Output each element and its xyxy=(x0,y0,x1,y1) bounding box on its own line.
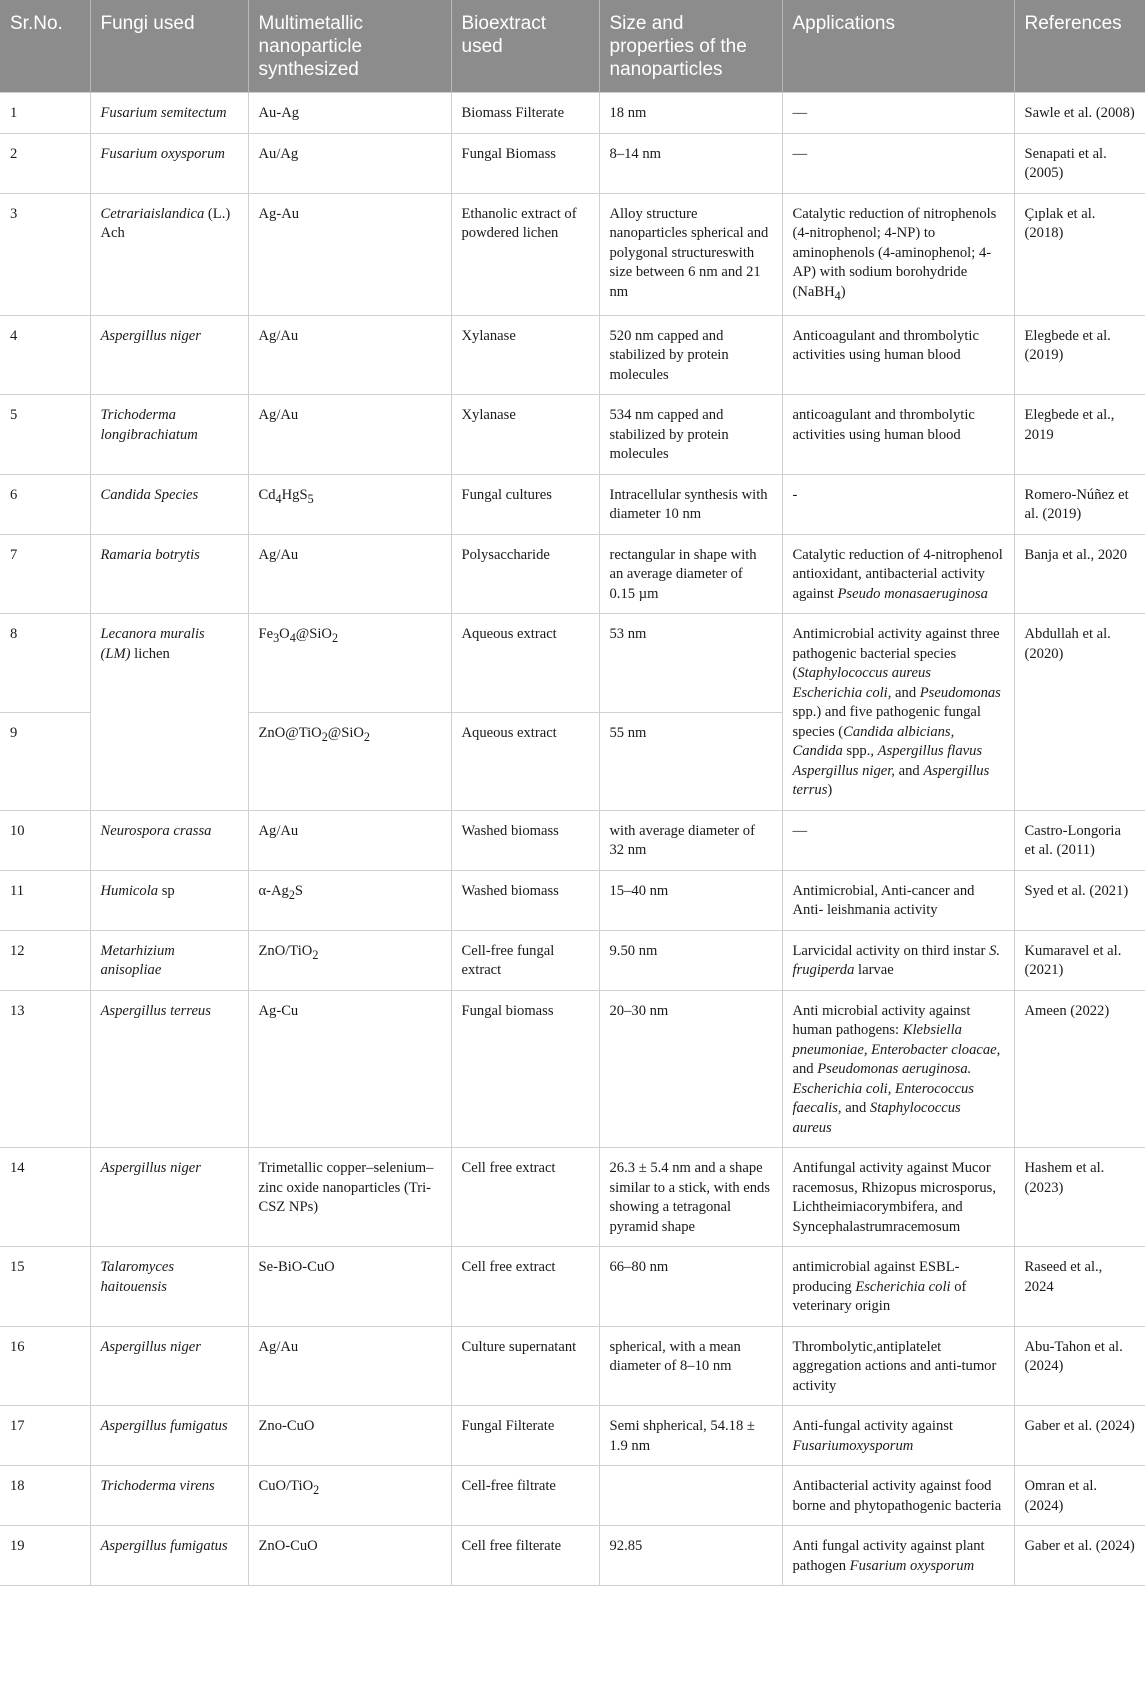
np-sub: 2 xyxy=(331,631,339,646)
app-text: Anti microbial activity against human pathogens: xyxy=(792,1002,971,1039)
cell-fungi: Aspergillus fumigatus xyxy=(90,1406,248,1466)
cell-np xyxy=(248,712,451,810)
cell-np: Ag/Au xyxy=(248,395,451,475)
cell-app: Anticoagulant and thrombolytic activities using human blood xyxy=(782,315,1014,395)
cell-fungi: Aspergillus niger xyxy=(90,1326,248,1406)
cell-size: 8–14 nm xyxy=(599,133,782,193)
cell-size: 20–30 nm xyxy=(599,990,782,1148)
cell-np: Ag/Au xyxy=(248,810,451,870)
cell-app: — xyxy=(782,93,1014,134)
app-text: Catalytic reduction of 4-nitrophenol antioxidant, antibacterial activity against xyxy=(792,546,1003,602)
cell-size: Intracellular synthesis with diameter 10 nm xyxy=(599,474,782,534)
np-part: @SiO xyxy=(295,626,332,643)
app-tail: ) xyxy=(840,283,846,300)
cell-app xyxy=(782,534,1014,614)
cell-np: Trimetallic copper–selenium–zinc oxide nanoparticles (Tri-CSZ NPs) xyxy=(248,1148,451,1247)
cell-ref: Abu-Tahon et al. (2024) xyxy=(1014,1326,1145,1406)
cell-no: 16 xyxy=(0,1326,90,1406)
cell-ref: Abdullah et al. (2020) xyxy=(1014,614,1145,811)
cell-fungi: Trichoderma longibrachiatum xyxy=(90,395,248,475)
cell-app: — xyxy=(782,810,1014,870)
cell-no: 11 xyxy=(0,870,90,930)
app-text: Larvicidal activity on third instar xyxy=(792,942,990,959)
cell-size: 66–80 nm xyxy=(599,1247,782,1327)
cell-app: — xyxy=(782,133,1014,193)
np-part: S xyxy=(294,882,304,899)
cell-bio: Polysaccharide xyxy=(451,534,599,614)
np-part: α-Ag xyxy=(258,882,289,899)
cell-fungi: Neurospora crassa xyxy=(90,810,248,870)
np-part: O xyxy=(279,626,290,643)
np-part: @SiO xyxy=(327,724,364,741)
cell-ref: Sawle et al. (2008) xyxy=(1014,93,1145,134)
app-text: Anti-fungal activity against xyxy=(792,1418,953,1435)
cell-np: Se-BiO-CuO xyxy=(248,1247,451,1327)
cell-bio: Culture supernatant xyxy=(451,1326,599,1406)
cell-size: 55 nm xyxy=(599,712,782,810)
cell-ref: Omran et al. (2024) xyxy=(1014,1466,1145,1526)
cell-no: 14 xyxy=(0,1148,90,1247)
cell-app xyxy=(782,193,1014,315)
cell-ref: Syed et al. (2021) xyxy=(1014,870,1145,930)
cell-no: 17 xyxy=(0,1406,90,1466)
np-sub: 4 xyxy=(275,491,282,506)
cell-size: 520 nm capped and stabilized by protein molecules xyxy=(599,315,782,395)
cell-bio: Washed biomass xyxy=(451,810,599,870)
table-row xyxy=(0,474,1145,534)
cell-size: 15–40 nm xyxy=(599,870,782,930)
cell-bio: Cell-free filtrate xyxy=(451,1466,599,1526)
cell-app xyxy=(782,1526,1014,1586)
table-row xyxy=(0,93,1145,134)
cell-no: 9 xyxy=(0,712,90,810)
app-italic: Klebsiella pneumoniae, Enterobacter cloacae, xyxy=(792,1022,1001,1058)
header-bioextract: Bioextract used xyxy=(451,0,599,93)
cell-fungi: Aspergillus fumigatus xyxy=(90,1526,248,1586)
cell-ref: Ameen (2022) xyxy=(1014,990,1145,1148)
cell-size: rectangular in shape with an average diameter of 0.15 µm xyxy=(599,534,782,614)
cell-np: Ag-Au xyxy=(248,193,451,315)
cell-ref: Gaber et al. (2024) xyxy=(1014,1526,1145,1586)
cell-no: 5 xyxy=(0,395,90,475)
cell-app xyxy=(782,930,1014,990)
cell-bio: Cell free extract xyxy=(451,1247,599,1327)
np-part: CuO/TiO xyxy=(258,1478,314,1495)
cell-size: 534 nm capped and stabilized by protein molecules xyxy=(599,395,782,475)
cell-np: Ag/Au xyxy=(248,315,451,395)
table-row xyxy=(0,395,1145,475)
app-italic: Pseudomonas aeruginosa. Escherichia coli, Enterococcus faecalis, xyxy=(792,1061,974,1117)
cell-fungi: Ramaria botrytis xyxy=(90,534,248,614)
cell-fungi: Aspergillus niger xyxy=(90,1148,248,1247)
header-nanoparticle: Multimetallic nanoparticle synthesized xyxy=(248,0,451,93)
app-italic: Aspergillus terrus xyxy=(792,762,990,799)
table-row xyxy=(0,614,1145,712)
cell-no: 1 xyxy=(0,93,90,134)
table-row xyxy=(0,1148,1145,1247)
np-sub: 2 xyxy=(312,947,319,962)
cell-fungi: Fusarium oxysporum xyxy=(90,133,248,193)
header-references: References xyxy=(1014,0,1145,93)
app-text: Anti fungal activity against plant pathogen xyxy=(792,1538,985,1574)
cell-fungi: Metarhizium anisopliae xyxy=(90,930,248,990)
cell-no: 15 xyxy=(0,1247,90,1327)
table-row xyxy=(0,534,1145,614)
app-italic: Fusarium oxysporum xyxy=(849,1557,975,1574)
cell-app: Antifungal activity against Mucor racemosus, Rhizopus microsporus, Lichtheimiacorymbifera, and Syncephalastrumracemosum xyxy=(782,1148,1014,1247)
cell-np: Ag/Au xyxy=(248,1326,451,1406)
cell-app: Antimicrobial, Anti-cancer and Anti- leishmania activity xyxy=(782,870,1014,930)
cell-app: - xyxy=(782,474,1014,534)
cell-ref: Elegbede et al., 2019 xyxy=(1014,395,1145,475)
fungi-name: Lecanora muralis (LM) xyxy=(100,626,205,662)
cell-bio: Fungal Biomass xyxy=(451,133,599,193)
app-text: spp., xyxy=(842,743,878,760)
app-italic: Staphylococcus aureus xyxy=(792,1100,961,1136)
app-text: Catalytic reduction of nitrophenols (4-nitrophenol; 4-NP) to aminophenols (4-aminophenol; 4-AP) with sodium borohydride (NaBH xyxy=(792,205,997,300)
fungi-tail: lichen xyxy=(130,645,170,662)
cell-no: 2 xyxy=(0,133,90,193)
np-part: ZnO@TiO xyxy=(258,724,322,741)
table-row xyxy=(0,193,1145,315)
np-part: Fe xyxy=(258,626,274,643)
table-row xyxy=(0,810,1145,870)
cell-size: spherical, with a mean diameter of 8–10 nm xyxy=(599,1326,782,1406)
table-row xyxy=(0,133,1145,193)
cell-bio: Fungal Filterate xyxy=(451,1406,599,1466)
cell-no: 3 xyxy=(0,193,90,315)
header-size: Size and properties of the nanoparticles xyxy=(599,0,782,93)
np-part: HgS xyxy=(281,486,308,503)
app-text: ) xyxy=(827,782,833,799)
cell-np: Au/Ag xyxy=(248,133,451,193)
cell-app xyxy=(782,1406,1014,1466)
cell-no: 6 xyxy=(0,474,90,534)
cell-size: Semi shpherical, 54.18 ± 1.9 nm xyxy=(599,1406,782,1466)
table-row xyxy=(0,1247,1145,1327)
app-italic: Escherichia coli xyxy=(855,1278,951,1295)
cell-ref: Elegbede et al. (2019) xyxy=(1014,315,1145,395)
cell-ref: Castro-Longoria et al. (2011) xyxy=(1014,810,1145,870)
fungi-name: Cetrariaislandica xyxy=(100,205,205,222)
cell-fungi: Aspergillus niger xyxy=(90,315,248,395)
cell-ref: Hashem et al. (2023) xyxy=(1014,1148,1145,1247)
cell-ref: Senapati et al. (2005) xyxy=(1014,133,1145,193)
np-sub: 2 xyxy=(363,729,370,744)
app-text: Antimicrobial activity against three pathogenic bacterial species ( xyxy=(792,626,1000,682)
cell-fungi: Talaromyces haitouensis xyxy=(90,1247,248,1327)
table-row xyxy=(0,1526,1145,1586)
fungi-tail: sp xyxy=(158,882,175,899)
np-sub: 3 xyxy=(273,631,280,646)
app-text: and xyxy=(792,1061,818,1078)
table-row xyxy=(0,990,1145,1148)
fungi-tail: (L.) Ach xyxy=(100,205,231,241)
cell-ref: Çıplak et al. (2018) xyxy=(1014,193,1145,315)
cell-no: 18 xyxy=(0,1466,90,1526)
cell-ref: Raseed et al., 2024 xyxy=(1014,1247,1145,1327)
cell-bio: Xylanase xyxy=(451,315,599,395)
header-applications: Applications xyxy=(782,0,1014,93)
cell-np xyxy=(248,614,451,712)
cell-np: Au-Ag xyxy=(248,93,451,134)
cell-fungi xyxy=(90,614,248,811)
table-row xyxy=(0,1326,1145,1406)
cell-fungi: Fusarium semitectum xyxy=(90,93,248,134)
app-italic: Aspergillus flavus Aspergillus niger, xyxy=(792,743,983,779)
app-italic: Pseudomonas xyxy=(919,684,1001,701)
cell-size: 53 nm xyxy=(599,614,782,712)
cell-np xyxy=(248,474,451,534)
header-sr-no: Sr.No. xyxy=(0,0,90,93)
cell-no: 7 xyxy=(0,534,90,614)
cell-bio: Cell free filterate xyxy=(451,1526,599,1586)
cell-fungi: Trichoderma virens xyxy=(90,1466,248,1526)
cell-ref: Gaber et al. (2024) xyxy=(1014,1406,1145,1466)
table-row xyxy=(0,870,1145,930)
cell-no: 19 xyxy=(0,1526,90,1586)
app-sub: 4 xyxy=(834,288,841,303)
cell-np xyxy=(248,930,451,990)
app-italic: S. frugiperda xyxy=(792,942,1001,979)
cell-app: Antibacterial activity against food borne and phytopathogenic bacteria xyxy=(782,1466,1014,1526)
cell-fungi: Aspergillus terreus xyxy=(90,990,248,1148)
np-part: ZnO/TiO xyxy=(258,942,313,959)
cell-no: 8 xyxy=(0,614,90,712)
cell-app xyxy=(782,990,1014,1148)
header-row xyxy=(0,0,1145,93)
app-text: and xyxy=(894,762,924,779)
app-italic: Fusariumoxysporum xyxy=(792,1437,914,1454)
cell-app xyxy=(782,1247,1014,1327)
cell-bio: Aqueous extract xyxy=(451,712,599,810)
cell-np: Ag/Au xyxy=(248,534,451,614)
cell-size: 9.50 nm xyxy=(599,930,782,990)
app-italic: Pseudo monasaeruginosa xyxy=(837,585,988,602)
np-sub: 5 xyxy=(307,491,314,506)
table-row xyxy=(0,1466,1145,1526)
fungi-name: Humicola xyxy=(100,882,159,899)
cell-bio: Xylanase xyxy=(451,395,599,475)
cell-bio: Cell-free fungal extract xyxy=(451,930,599,990)
app-italic: Staphylococcus aureus Escherichia coli, xyxy=(792,665,931,701)
cell-fungi xyxy=(90,870,248,930)
header-fungi: Fungi used xyxy=(90,0,248,93)
cell-app xyxy=(782,614,1014,811)
cell-ref: Romero-Núñez et al. (2019) xyxy=(1014,474,1145,534)
table-row xyxy=(0,930,1145,990)
app-text: and xyxy=(891,684,920,701)
cell-size xyxy=(599,1466,782,1526)
np-sub: 2 xyxy=(288,887,295,902)
cell-no: 4 xyxy=(0,315,90,395)
cell-ref: Banja et al., 2020 xyxy=(1014,534,1145,614)
cell-size: 26.3 ± 5.4 nm and a shape similar to a stick, with ends showing a tetragonal pyramid shape xyxy=(599,1148,782,1247)
app-text: spp.) and five pathogenic fungal species ( xyxy=(792,704,981,740)
cell-np xyxy=(248,870,451,930)
cell-app: anticoagulant and thrombolytic activities using human blood xyxy=(782,395,1014,475)
cell-bio: Ethanolic extract of powdered lichen xyxy=(451,193,599,315)
app-tail: larvae xyxy=(854,962,894,979)
cell-size: 18 nm xyxy=(599,93,782,134)
cell-np: Zno-CuO xyxy=(248,1406,451,1466)
cell-no: 12 xyxy=(0,930,90,990)
app-text: and xyxy=(841,1100,870,1117)
cell-bio: Aqueous extract xyxy=(451,614,599,712)
cell-size: with average diameter of 32 nm xyxy=(599,810,782,870)
cell-no: 10 xyxy=(0,810,90,870)
cell-ref: Kumaravel et al. (2021) xyxy=(1014,930,1145,990)
cell-np xyxy=(248,1466,451,1526)
cell-np: Ag-Cu xyxy=(248,990,451,1148)
cell-bio: Biomass Filterate xyxy=(451,93,599,134)
cell-fungi xyxy=(90,193,248,315)
cell-app: Thrombolytic,antiplatelet aggregation actions and anti-tumor activity xyxy=(782,1326,1014,1406)
app-tail: of veterinary origin xyxy=(792,1278,967,1315)
cell-bio: Fungal cultures xyxy=(451,474,599,534)
np-sub: 2 xyxy=(321,729,328,744)
table-row xyxy=(0,1406,1145,1466)
np-part: Cd xyxy=(258,486,276,503)
cell-no: 13 xyxy=(0,990,90,1148)
table-row xyxy=(0,315,1145,395)
np-sub: 4 xyxy=(289,631,296,646)
cell-bio: Fungal biomass xyxy=(451,990,599,1148)
cell-np: ZnO-CuO xyxy=(248,1526,451,1586)
cell-size: 92.85 xyxy=(599,1526,782,1586)
cell-size: Alloy structure nanoparticles spherical and polygonal structureswith size between 6 nm and 21 nm xyxy=(599,193,782,315)
np-sub: 2 xyxy=(313,1483,320,1498)
cell-bio: Washed biomass xyxy=(451,870,599,930)
app-italic: Candida albicians, Candida xyxy=(792,723,955,760)
cell-fungi: Candida Species xyxy=(90,474,248,534)
cell-bio: Cell free extract xyxy=(451,1148,599,1247)
app-text: antimicrobial against ESBL-producing xyxy=(792,1259,960,1295)
